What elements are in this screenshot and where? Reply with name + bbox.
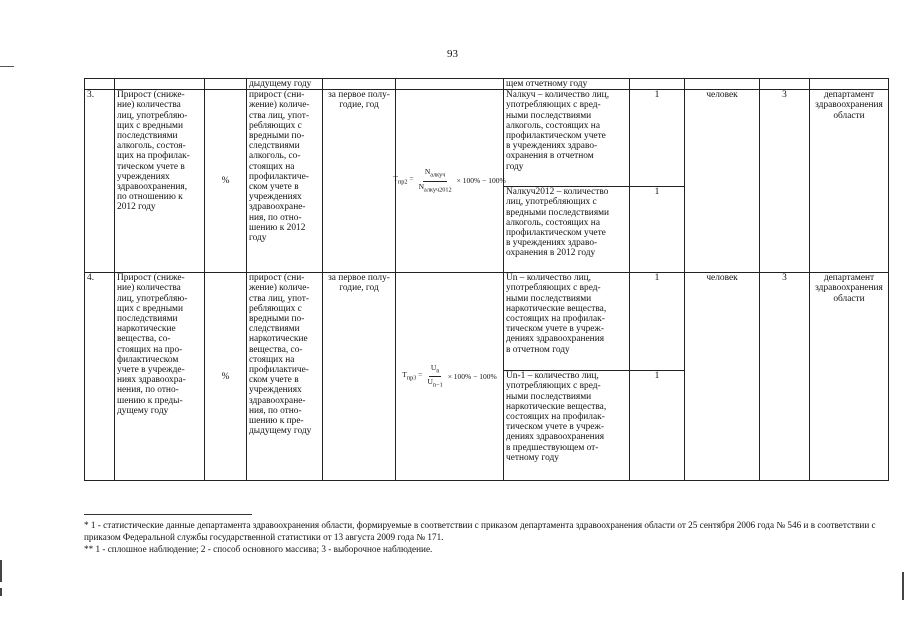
formula-cell	[396, 273, 504, 481]
row-number: 4.	[85, 273, 115, 481]
period-cell: за первое полу- годие, год	[323, 273, 396, 481]
definition-cell: прирост (сни- жение) количе- ства лиц, упот- ребляющих с вредными по- следствиями наркотические вещества, со- стоящих на профилактиче- ском учете в учреждениях здравоохране- ния, по отно- шению к пре- дыдущему году	[247, 273, 323, 481]
method-cell: 3	[760, 273, 810, 481]
responsible-cell: департамент здравоохранения области	[810, 273, 889, 481]
margin-tick	[0, 66, 14, 67]
definition-cell: дыдущему году	[247, 79, 323, 90]
variable-cell: Nалкуч – количество лиц, употребляющих с вред- ными последствиями алкоголь, состоящих на профилактическом учете в учреждениях здраво- охранения в отчетном году	[504, 90, 630, 187]
indicator-name: Прирост (сниже- ние) количества лиц, употребляю- щих с вредными последствиями алкоголь, состоя- щих на профилак- тическом учете в учреждениях здравоохранения, по отношению к 2012 году	[115, 90, 205, 273]
table-row	[85, 90, 889, 187]
scan-edge-mark	[0, 588, 2, 596]
period-cell: за первое полу- годие, год	[323, 90, 396, 273]
variable-cell: Nалкуч2012 – количество лиц, употребляющих с вредными последствиями алкоголь, состоящих на профилактическом учете в учреждениях здраво- охранения в 2012 году	[504, 187, 630, 273]
formula: $Т_{пр3}$ = $\frac{U_n}{U_{n-1}}$ × 100% − 100%	[402, 362, 497, 389]
definition-cell: прирост (сни- жение) количе- ства лиц, упот- ребляющих с вредными по- следствиями алкоголь, со- стоящих на профилактиче- ском учете в учреждениях здравоохране- ния, по отно- шению к 2012 году	[247, 90, 323, 273]
variable-cell: щем отчетному году	[504, 79, 630, 90]
observation-unit: человек	[685, 90, 760, 273]
indicator-table	[84, 78, 889, 481]
scan-edge-mark	[902, 572, 904, 600]
page-number: 93	[447, 48, 458, 60]
unit-cell: %	[205, 273, 247, 481]
variable-cell: Un – количество лиц, употребляющих с вред- ными последствиями наркотические вещества, состоящих на профилак- тическом учете в учреж- дениях здравоохранения в отчетном году	[504, 273, 630, 371]
footnote: * 1 - статистические данные департамента здравоохранения области, формируемые в соответствии с приказом департамента здравоохранения области от 25 сентября 2006 года № 546 и в соответствии с приказом Федеральной службы государственной статистики от 13 августа 2009 года № 171.	[84, 520, 876, 542]
footnote-separator	[84, 514, 252, 515]
formula-cell	[393, 90, 506, 273]
footnote: ** 1 - сплошное наблюдение; 2 - способ основного массива; 3 - выборочное наблюдение.	[84, 544, 433, 554]
formula: $Т_{пр2}$ = $\frac{N_{алкуч}}{N_{алкуч2012}}$ × 100% − 100%	[393, 167, 506, 194]
scan-edge-mark	[0, 560, 2, 582]
unit-cell: %	[205, 90, 247, 273]
variable-cell: Un-1 – количество лиц, употребляющих с вред- ными последствиями наркотические вещества, состоящих на профилак- тическом учете в учреж- дениях здравоохранения в предшествующем от- четному году	[504, 371, 630, 481]
footnotes	[84, 519, 884, 555]
source-cell: 1	[630, 273, 685, 371]
source-cell: 1	[630, 371, 685, 481]
table-row	[85, 79, 889, 90]
source-cell: 1	[630, 187, 685, 273]
indicator-name: Прирост (сниже- ние) количества лиц, употребляю- щих с вредными последствиями наркотические вещества, со- стоящих на про- филактическом учете в учрежде- ниях здравоохра- нения, по отно- шению к преды- дущему году	[115, 273, 205, 481]
row-number: 3.	[85, 90, 115, 273]
table-row	[85, 273, 889, 371]
source-cell: 1	[630, 90, 685, 187]
observation-unit: человек	[685, 273, 760, 481]
responsible-cell: департамент здравоохранения области	[810, 90, 889, 273]
method-cell: 3	[760, 90, 810, 273]
